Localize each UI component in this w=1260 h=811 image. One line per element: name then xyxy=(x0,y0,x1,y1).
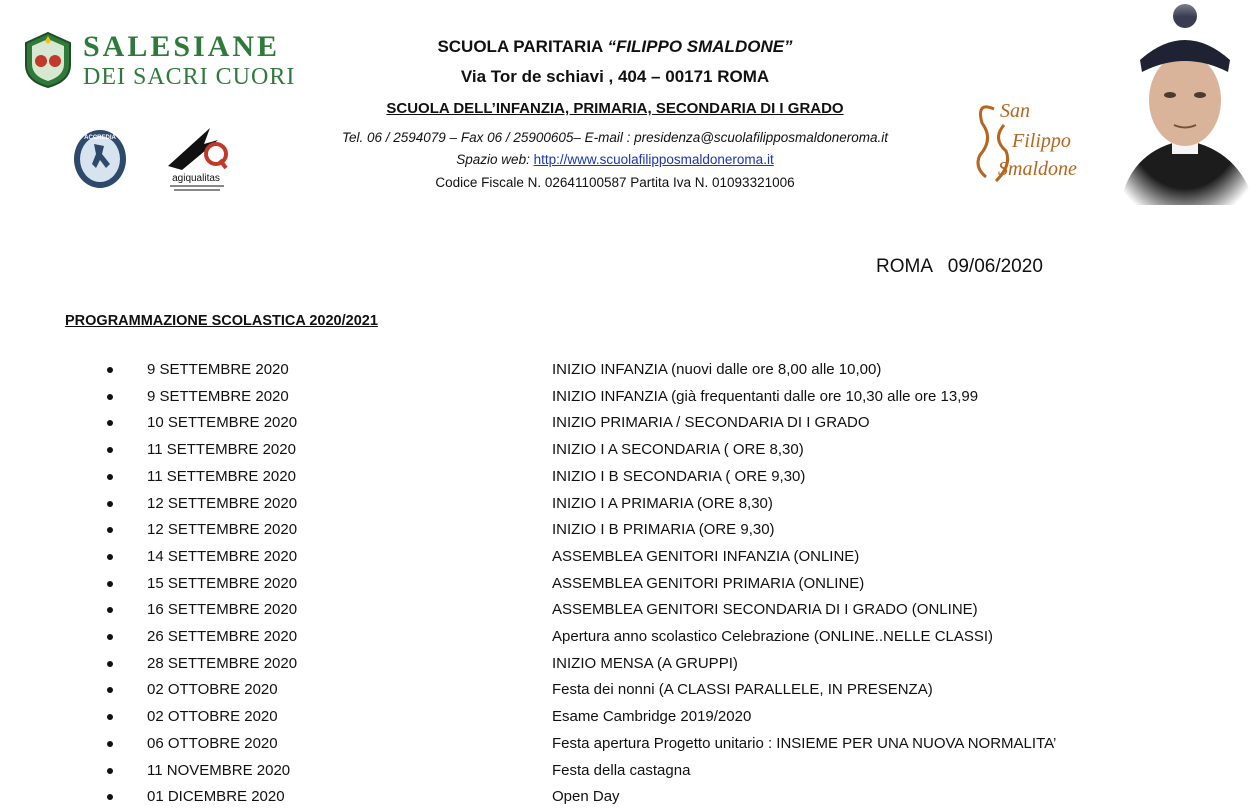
event-description: INIZIO I B PRIMARIA (ORE 9,30) xyxy=(552,521,775,539)
event-date: 15 SETTEMBRE 2020 xyxy=(147,574,298,592)
school-levels: SCUOLA DELL’INFANZIA, PRIMARIA, SECONDARIA DI I GRADO xyxy=(386,100,844,117)
school-address: Via Tor de schiavi , 404 – 00171 ROMA xyxy=(460,67,770,86)
event-description: INIZIO PRIMARIA / SECONDARIA DI I GRADO xyxy=(552,414,870,432)
event-description: ASSEMBLEA GENITORI INFANZIA (ONLINE) xyxy=(552,547,860,565)
event-date: 26 SETTEMBRE 2020 xyxy=(147,628,298,645)
event-date: 02 OTTOBRE 2020 xyxy=(147,708,278,726)
event-description: INIZIO I A PRIMARIA (ORE 8,30) xyxy=(552,494,773,512)
list-item xyxy=(0,759,1260,785)
bullet-icon xyxy=(107,714,113,720)
saint-portrait-icon xyxy=(1110,0,1260,205)
accredia-logo-icon xyxy=(72,128,128,190)
list-item xyxy=(0,411,1260,437)
school-name xyxy=(300,37,930,57)
event-description: INIZIO INFANZIA (già frequentanti dalle ore 10,30 alle ore 13,99 xyxy=(552,387,979,405)
website-link[interactable]: http://www.scuolafilipposmaldoneroma.it xyxy=(533,152,774,167)
bullet-icon xyxy=(107,501,113,507)
list-item xyxy=(0,572,1260,598)
list-item xyxy=(0,732,1260,758)
agiqualitas-logo-icon xyxy=(160,124,234,194)
document-date: ROMA 09/06/2020 xyxy=(876,256,1043,277)
event-date: 14 SETTEMBRE 2020 xyxy=(147,547,298,565)
list-item xyxy=(0,465,1260,491)
event-description: INIZIO I B SECONDARIA ( ORE 9,30) xyxy=(552,467,806,485)
school-website xyxy=(300,152,930,167)
bullet-icon xyxy=(107,581,113,587)
event-description: ASSEMBLEA GENITORI SECONDARIA DI I GRADO (ONLINE) xyxy=(552,601,978,619)
brand-line-2: DEI SACRI CUORI xyxy=(83,64,296,90)
bullet-icon xyxy=(107,527,113,533)
event-date: 11 NOVEMBRE 2020 xyxy=(147,761,291,779)
list-item xyxy=(0,785,1260,811)
bullet-icon xyxy=(107,474,113,480)
event-description: Open Day xyxy=(552,788,620,806)
bullet-icon xyxy=(107,607,113,613)
event-date: 16 SETTEMBRE 2020 xyxy=(147,601,298,619)
event-date: 01 DICEMBRE 2020 xyxy=(147,788,285,806)
school-fiscal-info: Codice Fiscale N. 02641100587 Partita Iva N. 01093321006 xyxy=(435,175,795,190)
bullet-icon xyxy=(107,554,113,560)
event-description: INIZIO I A SECONDARIA ( ORE 8,30) xyxy=(552,441,804,459)
bullet-icon xyxy=(107,661,113,667)
bullet-icon xyxy=(107,634,113,640)
saint-logo-line-2: Filippo xyxy=(1012,130,1071,152)
list-item xyxy=(0,438,1260,464)
school-name-italic: “FILIPPO SMALDONE” xyxy=(607,37,793,56)
school-contacts: Tel. 06 / 2594079 – Fax 06 / 25900605– E-mail : presidenza@scuolafilipposmaldoneroma.it xyxy=(341,130,889,145)
list-item xyxy=(0,358,1260,384)
list-item xyxy=(0,492,1260,518)
website-label: Spazio web: xyxy=(456,152,534,167)
event-description: Festa della castagna xyxy=(552,761,691,779)
list-item xyxy=(0,598,1260,624)
san-filippo-smaldone-logo-icon xyxy=(972,95,1112,187)
event-date: 11 SETTEMBRE 2020 xyxy=(147,441,296,459)
bullet-icon xyxy=(107,394,113,400)
bullet-icon xyxy=(107,794,113,800)
bullet-icon xyxy=(107,447,113,453)
bullet-icon xyxy=(107,768,113,774)
bullet-icon xyxy=(107,367,113,373)
bullet-icon xyxy=(107,741,113,747)
event-description: INIZIO MENSA (A GRUPPI) xyxy=(552,654,738,672)
accredia-text: ACCREDIA xyxy=(84,135,116,141)
event-description: Apertura anno scolastico Celebrazione (ONLINE..NELLE CLASSI) xyxy=(552,628,994,645)
list-item xyxy=(0,518,1260,544)
event-date: 28 SETTEMBRE 2020 xyxy=(147,654,298,672)
list-item xyxy=(0,705,1260,731)
event-description: Festa dei nonni (A CLASSI PARALLELE, IN PRESENZA) xyxy=(552,681,933,699)
bullet-icon xyxy=(107,420,113,426)
agiqualitas-text: agiqualitas xyxy=(172,173,220,184)
salesiane-emblem-icon xyxy=(22,31,74,89)
brand-line-1: SALESIANE xyxy=(83,30,281,63)
bullet-icon xyxy=(107,687,113,693)
list-item xyxy=(0,678,1260,704)
event-date: 9 SETTEMBRE 2020 xyxy=(147,387,289,405)
event-description: INIZIO INFANZIA (nuovi dalle ore 8,00 alle 10,00) xyxy=(552,361,882,378)
event-date: 10 SETTEMBRE 2020 xyxy=(147,414,298,432)
list-item xyxy=(0,625,1260,651)
event-description: ASSEMBLEA GENITORI PRIMARIA (ONLINE) xyxy=(552,574,865,592)
event-date: 9 SETTEMBRE 2020 xyxy=(147,361,289,378)
list-item xyxy=(0,385,1260,411)
event-description: Festa apertura Progetto unitario : INSIEME PER UNA NUOVA NORMALITA’ xyxy=(552,734,1057,752)
list-item xyxy=(0,652,1260,678)
event-date: 06 OTTOBRE 2020 xyxy=(147,734,278,752)
event-date: 12 SETTEMBRE 2020 xyxy=(147,494,298,512)
school-name-prefix: SCUOLA PARITARIA xyxy=(437,37,608,56)
document-title: PROGRAMMAZIONE SCOLASTICA 2020/2021 xyxy=(65,313,378,329)
event-date: 02 OTTOBRE 2020 xyxy=(147,681,278,699)
event-date: 11 SETTEMBRE 2020 xyxy=(147,467,296,485)
saint-logo-line-1: San xyxy=(1000,100,1030,122)
event-description: Esame Cambridge 2019/2020 xyxy=(552,708,752,726)
event-date: 12 SETTEMBRE 2020 xyxy=(147,521,298,539)
saint-logo-line-3: Smaldone xyxy=(998,158,1077,180)
list-item xyxy=(0,545,1260,571)
